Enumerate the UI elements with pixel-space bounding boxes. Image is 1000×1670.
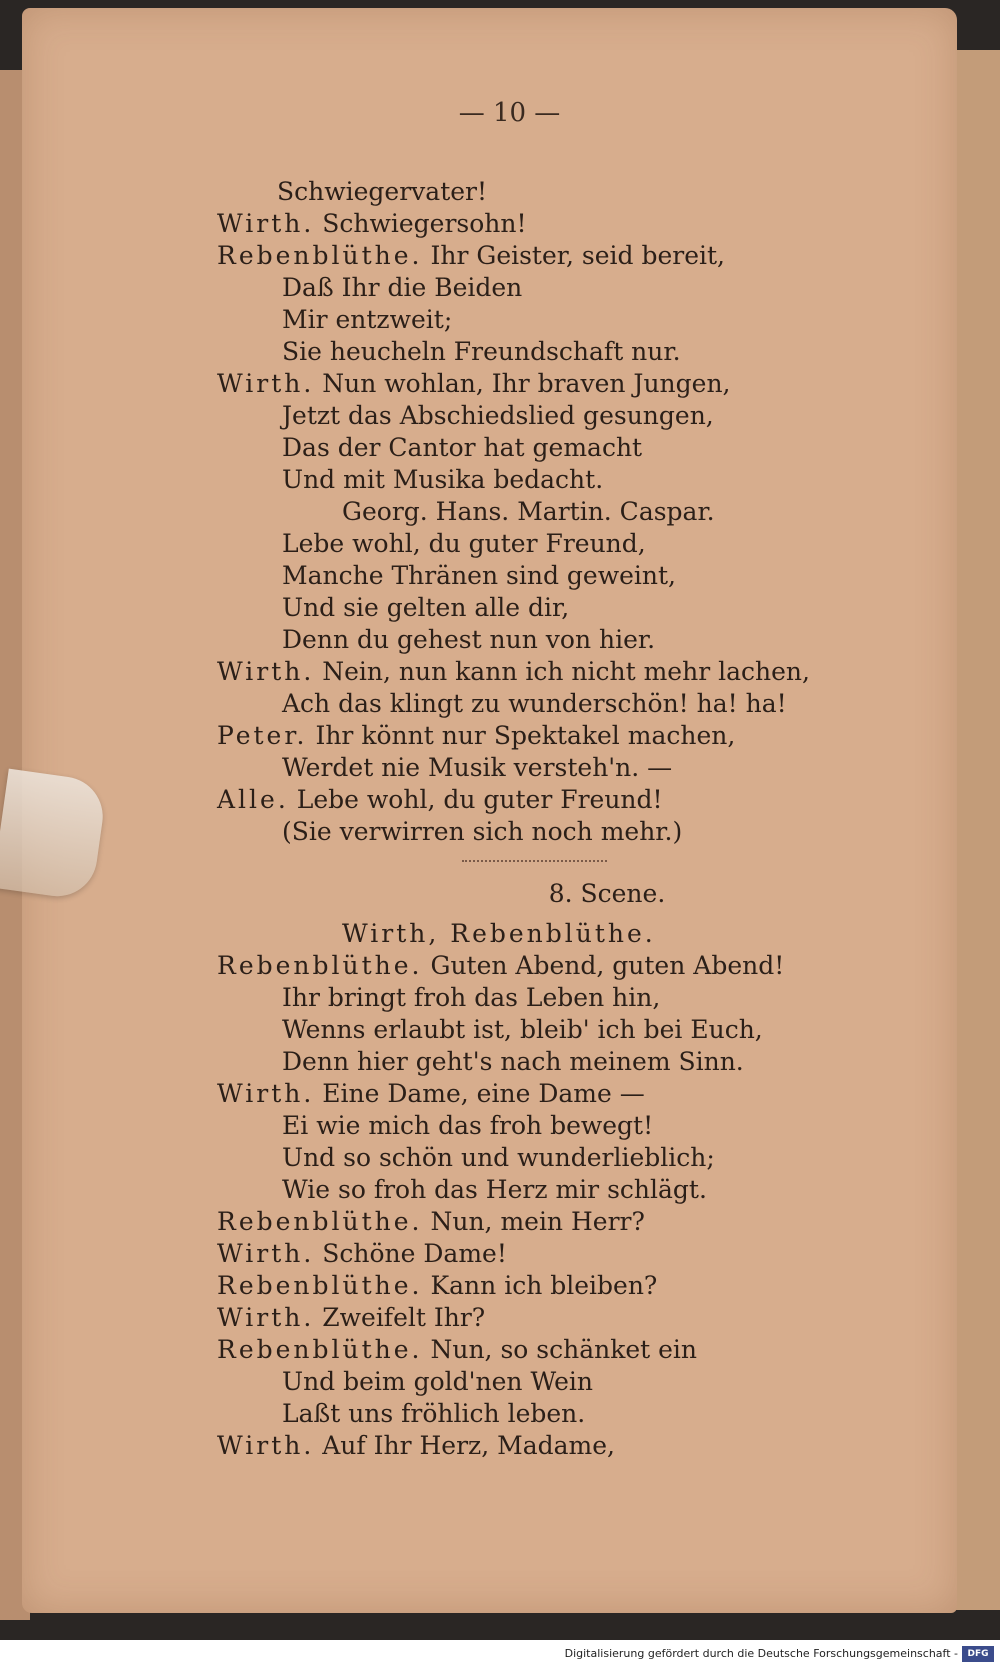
line-text: Auf Ihr Herz, Madame, (322, 1431, 615, 1460)
line-text: Werdet nie Musik versteh'n. — (282, 753, 673, 782)
text-line (217, 950, 917, 982)
line-text: Ihr Geister, seid bereit, (430, 241, 725, 270)
line-text: Ach das klingt zu wunderschön! ha! ha! (282, 689, 787, 718)
text-line (217, 1142, 917, 1174)
ornamental-rule (462, 860, 607, 862)
speaker-name: Rebenblüthe. (217, 241, 423, 270)
text-line (217, 400, 917, 432)
line-text: Ei wie mich das froh bewegt! (282, 1111, 654, 1140)
line-text: Ihr könnt nur Spektakel machen, (315, 721, 736, 750)
text-line (217, 432, 917, 464)
line-text: Wenns erlaubt ist, bleib' ich bei Euch, (282, 1015, 763, 1044)
footer-bar (0, 1640, 1000, 1670)
footer-credit: Digitalisierung gefördert durch die Deutsche Forschungsgemeinschaft - (564, 1647, 958, 1660)
text-line (217, 176, 917, 208)
text-line (217, 982, 917, 1014)
line-text: Und sie gelten alle dir, (282, 593, 570, 622)
line-text: Daß Ihr die Beiden (282, 273, 523, 302)
speaker-name: Rebenblüthe. (217, 1335, 423, 1364)
text-line (217, 1238, 917, 1270)
text-line (217, 336, 917, 368)
text-line (217, 1366, 917, 1398)
line-text: Ihr bringt froh das Leben hin, (282, 983, 661, 1012)
dialogue-part-2 (217, 950, 917, 1462)
scene-characters: Wirth, Rebenblüthe. (342, 919, 656, 948)
text-line (217, 1206, 917, 1238)
speaker-name: Peter. (217, 721, 308, 750)
text-line (217, 1078, 917, 1110)
line-text: Denn du gehest nun von hier. (282, 625, 656, 654)
line-text: Georg. Hans. Martin. Caspar. (342, 497, 715, 526)
line-text: Und mit Musika bedacht. (282, 465, 604, 494)
text-line (217, 304, 917, 336)
line-text: Und beim gold'nen Wein (282, 1367, 593, 1396)
text-line (217, 240, 917, 272)
speaker-name: Wirth. (217, 1303, 315, 1332)
speaker-name: Wirth. (217, 1431, 315, 1460)
text-line (217, 560, 917, 592)
page-number: — 10 — (458, 98, 561, 128)
text-line (217, 624, 917, 656)
text-line (217, 1430, 917, 1462)
text-line (217, 720, 917, 752)
text-line (217, 1302, 917, 1334)
dfg-logo: DFG (962, 1646, 994, 1662)
speaker-name: Alle. (217, 785, 289, 814)
line-text: (Sie verwirren sich noch mehr.) (282, 817, 683, 846)
dialogue-part-1 (217, 176, 917, 848)
text-line (217, 1174, 917, 1206)
text-line (217, 1046, 917, 1078)
text-line (217, 1270, 917, 1302)
line-text: Und so schön und wunderlieblich; (282, 1143, 715, 1172)
text-line (217, 784, 917, 816)
line-text: Denn hier geht's nach meinem Sinn. (282, 1047, 744, 1076)
text-line (217, 1334, 917, 1366)
line-text: Sie heucheln Freundschaft nur. (282, 337, 681, 366)
text-line (217, 1110, 917, 1142)
line-text: Manche Thränen sind geweint, (282, 561, 676, 590)
text-line (217, 688, 917, 720)
speaker-name: Rebenblüthe. (217, 951, 423, 980)
line-text: Nun, mein Herr? (430, 1207, 645, 1236)
book-page (22, 8, 957, 1613)
text-line (217, 656, 917, 688)
line-text: Schwiegersohn! (322, 209, 527, 238)
text-line (217, 816, 917, 848)
speaker-name: Wirth. (217, 1239, 315, 1268)
line-text: Das der Cantor hat gemacht (282, 433, 643, 462)
speaker-name: Wirth. (217, 369, 315, 398)
speaker-name: Rebenblüthe. (217, 1271, 423, 1300)
line-text: Kann ich bleiben? (430, 1271, 658, 1300)
text-line (217, 464, 917, 496)
line-text: Nein, nun kann ich nicht mehr lachen, (322, 657, 810, 686)
text-line (217, 592, 917, 624)
line-text: Mir entzweit; (282, 305, 453, 334)
speaker-name: Wirth. (217, 657, 315, 686)
line-text: Schwiegervater! (277, 177, 488, 206)
scene-heading: 8. Scene. (548, 879, 666, 908)
text-line (217, 528, 917, 560)
line-text: Laßt uns fröhlich leben. (282, 1399, 586, 1428)
speaker-name: Rebenblüthe. (217, 1207, 423, 1236)
line-text: Lebe wohl, du guter Freund! (296, 785, 663, 814)
line-text: Guten Abend, guten Abend! (430, 951, 785, 980)
line-text: Wie so froh das Herz mir schlägt. (282, 1175, 707, 1204)
line-text: Nun wohlan, Ihr braven Jungen, (322, 369, 731, 398)
text-line (217, 496, 917, 528)
line-text: Nun, so schänket ein (430, 1335, 698, 1364)
text-line (217, 1398, 917, 1430)
line-text: Schöne Dame! (322, 1239, 507, 1268)
line-text: Lebe wohl, du guter Freund, (282, 529, 646, 558)
page-text (217, 176, 917, 1462)
line-text: Zweifelt Ihr? (322, 1303, 486, 1332)
text-line (217, 208, 917, 240)
text-line (217, 752, 917, 784)
line-text: Eine Dame, eine Dame — (322, 1079, 645, 1108)
line-text: Jetzt das Abschiedslied gesungen, (282, 401, 714, 430)
text-line (217, 1014, 917, 1046)
speaker-name: Wirth. (217, 209, 315, 238)
speaker-name: Wirth. (217, 1079, 315, 1108)
text-line (217, 368, 917, 400)
text-line (217, 272, 917, 304)
